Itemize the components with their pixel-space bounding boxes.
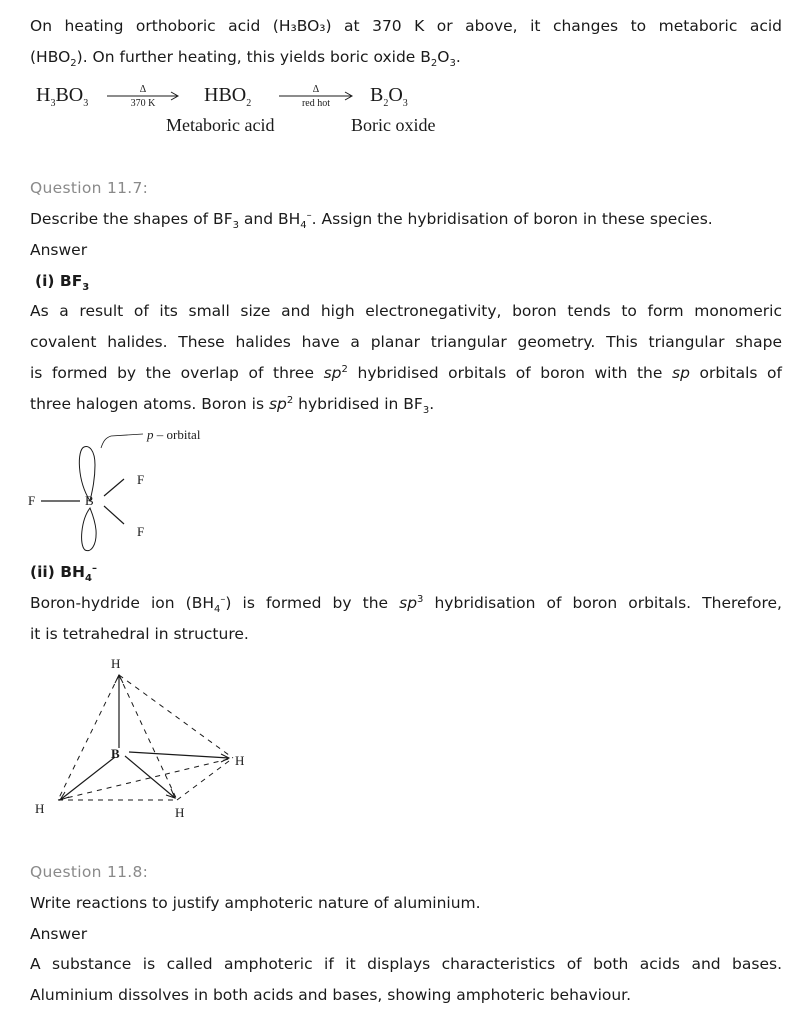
question-11-8-text: Write reactions to justify amphoteric nature of aluminium.	[30, 894, 481, 912]
part-i-title: (i) $BF_3$	[35, 272, 90, 294]
bond-b-f-upper	[104, 479, 124, 496]
reactant-h3bo3: $H_3BO_3$	[36, 84, 89, 109]
product-hbo2: $HBO_2$	[204, 84, 252, 109]
atom-b-center: B	[111, 746, 120, 761]
arrow-1-condition-top: Δ	[139, 84, 147, 95]
bf3-structure-diagram	[25, 420, 225, 560]
atom-h-top: H	[111, 656, 121, 671]
bond-b-h-left	[60, 757, 115, 800]
p-orbital-lower-lobe	[82, 508, 97, 551]
question-11-8-heading: Question 11.8:	[30, 863, 149, 881]
para-1-line-4: three halogen atoms. Boron is $sp^2$ hybridised in $BF_3$.	[30, 394, 435, 417]
part-ii-title: (ii) $BH_4^-$	[30, 562, 97, 585]
orbital-leader-line	[111, 434, 143, 436]
atom-f-left: F	[28, 493, 36, 508]
para-3-line-1: A substance is called amphoteric if it displays characteristics of both acids and bases.	[30, 955, 782, 973]
atom-h-right: H	[235, 753, 245, 768]
atom-b: B	[85, 493, 94, 508]
product-b2o3: $B_2O_3$	[370, 84, 408, 109]
question-11-7-text: Describe the shapes of $BF_3$ and $BH_4^-$. Assign the hybridisation of boron in these species.	[30, 209, 713, 232]
bond-b-f-lower	[104, 506, 124, 524]
para-3-line-2: Aluminium dissolves in both acids and bases, showing amphoteric behaviour.	[30, 986, 632, 1004]
arrow-2-condition-bottom: red hot	[301, 98, 331, 109]
atom-h-bottom: H	[175, 805, 185, 820]
answer-label-11-7: Answer	[30, 241, 88, 259]
question-11-7-heading: Question 11.7:	[30, 179, 149, 197]
label-boric-oxide: Boric oxide	[351, 115, 436, 135]
atom-h-left: H	[35, 801, 45, 816]
bh4-tetrahedral-diagram	[25, 650, 265, 825]
atom-f-upper: F	[137, 472, 145, 487]
para-2-line-1: Boron-hydride ion $(BH_4^-)$ is formed by the $sp^3$ hybridisation of boron orbitals. Therefore,	[30, 593, 782, 616]
bond-b-h-right	[129, 752, 229, 758]
para-1-line-3: is formed by the overlap of three $sp^2$ hybridised orbitals of boron with the sp orbitals of	[30, 363, 782, 382]
label-metaboric-acid: Metaboric acid	[166, 115, 275, 135]
arrow-2-condition-top: Δ	[312, 84, 320, 95]
p-orbital-label: p – orbital	[147, 427, 201, 442]
intro-line-1: On heating orthoboric acid (H₃BO₃) at 370 K or above, it changes to metaboric acid	[30, 17, 782, 35]
bond-b-h-bottom	[125, 756, 175, 798]
para-1-line-1: As a result of its small size and high electronegativity, boron tends to form monomeric	[30, 302, 782, 320]
atom-f-lower: F	[137, 524, 145, 539]
para-1-line-2: covalent halides. These halides have a planar triangular geometry. This triangular shape	[30, 333, 782, 351]
answer-label-11-8: Answer	[30, 925, 88, 943]
para-2-line-2: it is tetrahedral in structure.	[30, 625, 249, 643]
arrow-1-condition-bottom: 370 K	[130, 98, 156, 109]
intro-line-2: $(HBO_2)$. On further heating, this yields boric oxide $B_2O_3$.	[30, 48, 461, 70]
